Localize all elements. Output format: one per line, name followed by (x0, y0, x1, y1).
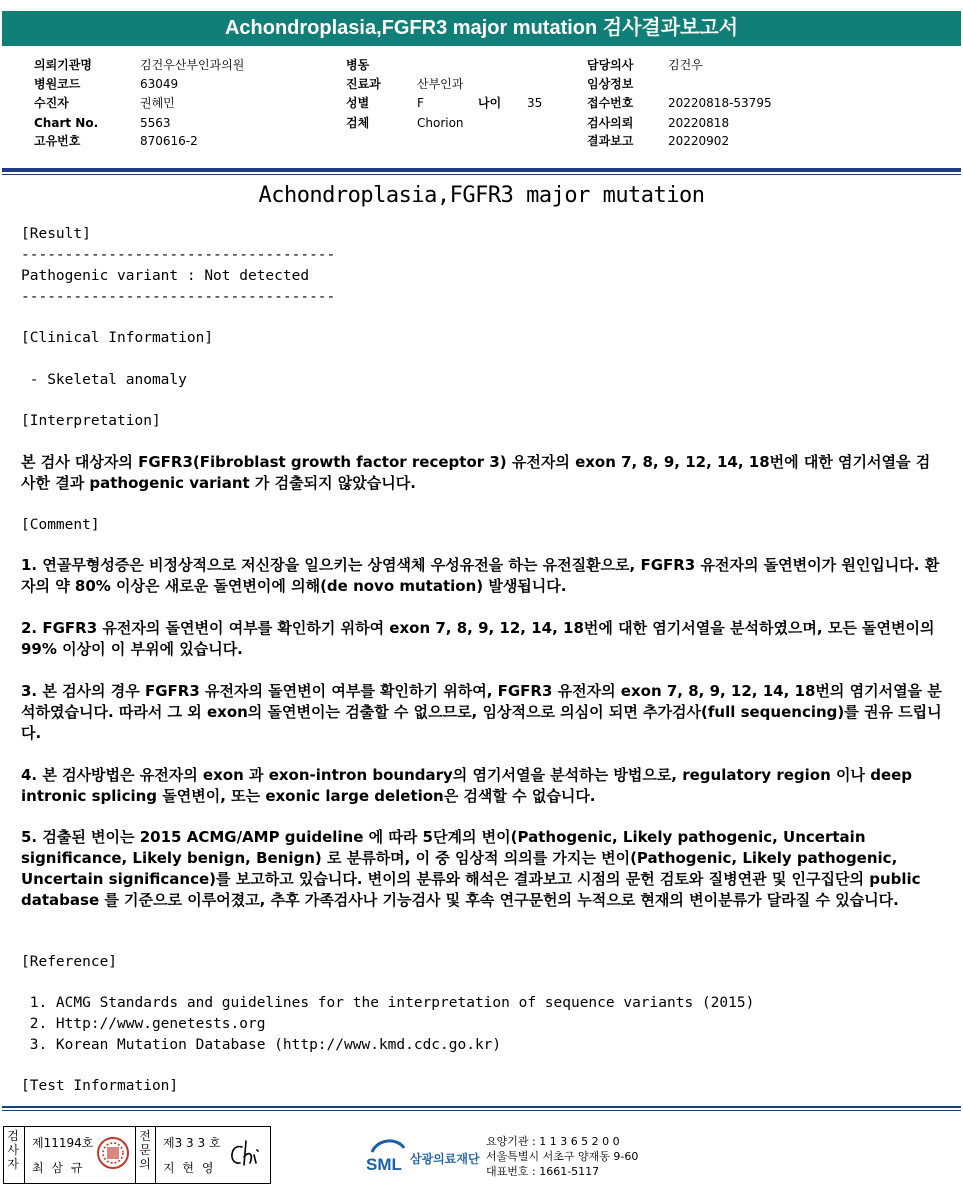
report-title: Achondroplasia,FGFR3 major mutation (258, 183, 705, 208)
specialist-vertical-label: 전 문 의 (139, 1129, 151, 1171)
reference-item-1: 1. ACMG Standards and guidelines for the interpretation of sequence variants (2015) (21, 995, 755, 1011)
value-patient: 권혜민 (140, 96, 175, 110)
value-requesting-institution: 김건우산부인과의원 (140, 58, 245, 72)
value-receipt-no: 20220818-53795 (668, 96, 772, 110)
comment-item-4: 4. 본 검사방법은 유전자의 exon 과 exon-intron boundary의 염기서열을 분석하는 방법으로, regulatory region 이나 deep intronic splicing 돌연변이, 또는 exonic large deletion은 검색할 수 없습니다. (21, 766, 913, 805)
value-request-date: 20220818 (668, 116, 730, 130)
value-sex: F (417, 96, 424, 110)
label-report-date: 결과보고 (587, 134, 634, 148)
value-specimen: Chorion (417, 116, 464, 130)
org-name: 삼광의료재단 (410, 1152, 480, 1166)
interpretation-heading: [Interpretation] (21, 413, 161, 429)
comment-item-2: 2. FGFR3 유전자의 돌연변이 여부를 확인하기 위하여 exon 7, 8, 9, 12, 14, 18번에 대한 염기서열을 분석하였으며, 모든 돌연변이의 99% 이상이 이 부위에 있습니다. (21, 619, 935, 658)
comment-heading: [Comment] (21, 517, 100, 533)
label-sex: 성별 (346, 96, 370, 110)
label-request-date: 검사의뢰 (587, 116, 634, 130)
inspector-name: 최 삼 규 (32, 1161, 85, 1175)
inspector-vertical-label: 검 사 자 (7, 1129, 19, 1171)
label-department: 진료과 (346, 77, 381, 91)
org-phone: 대표번호 : 1661-5117 (486, 1165, 600, 1178)
svg-text:SML: SML (366, 1155, 402, 1174)
label-clinical-info: 임상정보 (587, 77, 634, 91)
inspector-seal-icon (96, 1136, 130, 1170)
label-hospital-code: 병원코드 (34, 77, 81, 91)
specialist-license: 제3 3 3 호 (163, 1136, 221, 1150)
inspector-license: 제11194호 (32, 1136, 94, 1150)
label-requesting-institution: 의뢰기관명 (34, 58, 92, 72)
footer-divider-thin (2, 1110, 961, 1111)
label-patient: 수진자 (34, 96, 69, 110)
reference-item-2: 2. Http://www.genetests.org (21, 1016, 266, 1032)
result-heading: [Result] (21, 226, 91, 242)
comment-item-5: 5. 검출된 변이는 2015 ACMG/AMP guideline 에 따라 5단계의 변이(Pathogenic, Likely pathogenic, Uncertain significance, Likely benign, Benign) 로 분류하며, 이 중 임상적 의의를 가지는 변이(Pathogenic, Likely pathogenic, Uncertain significance)를 보고하고 있습니다. 변이의 분류와 해석은 결과보고 시점의 문헌 검토와 질병연관 및 인구집단의 public database 를 기준으로 이루어졌고, 추후 가족검사나 기능검사 및 후속 연구문헌의 누적으로 현재의 변이분류가 달라질 수 있습니다. (21, 828, 921, 909)
label-chart-no: Chart No. (34, 116, 99, 130)
result-dashes-top: ------------------------------------ (21, 247, 336, 263)
result-dashes-bottom: ------------------------------------ (21, 289, 336, 305)
label-specimen: 검체 (346, 116, 370, 130)
label-unique-id: 고유번호 (34, 134, 81, 148)
label-ward: 병동 (346, 58, 370, 72)
result-text: Pathogenic variant : Not detected (21, 268, 310, 284)
header-divider (2, 168, 961, 172)
reference-item-3: 3. Korean Mutation Database (http://www.kmd.cdc.go.kr) (21, 1037, 502, 1053)
specialist-signature-icon (224, 1133, 266, 1175)
reference-heading: [Reference] (21, 954, 118, 970)
value-report-date: 20220902 (668, 134, 730, 148)
label-doctor: 담당의사 (587, 58, 634, 72)
sml-logo-icon (366, 1136, 410, 1178)
institution-code: 요양기관 : 1 1 3 6 5 2 0 0 (486, 1135, 620, 1148)
label-age: 나이 (478, 96, 502, 110)
clinical-heading: [Clinical Information] (21, 330, 214, 346)
interpretation-text: 본 검사 대상자의 FGFR3(Fibroblast growth factor receptor 3) 유전자의 exon 7, 8, 9, 12, 14, 18번에 대한 염기서열을 검사한 결과 pathogenic variant 가 검출되지 않았습니다. (21, 453, 931, 492)
value-doctor: 김건우 (668, 58, 703, 72)
clinical-item: - Skeletal anomaly (21, 372, 187, 388)
header-divider-thin (2, 174, 961, 175)
specialist-name: 지 현 영 (163, 1161, 216, 1175)
test-info-heading: [Test Information] (21, 1078, 179, 1094)
comment-item-3: 3. 본 검사의 경우 FGFR3 유전자의 돌연변이 여부를 확인하기 위하여, FGFR3 유전자의 exon 7, 8, 9, 12, 14, 18번의 염기서열을 분석하였습니다. 따라서 그 외 exon의 돌연변이는 검출할 수 없으므로, 임상적으로 의심이 되면 추가검사(full sequencing)를 권유 드립니다. (21, 682, 942, 742)
label-receipt-no: 접수번호 (587, 96, 634, 110)
org-address: 서울특별시 서초구 양재동 9-60 (486, 1150, 639, 1163)
footer-divider (2, 1106, 961, 1108)
value-chart-no: 5563 (140, 116, 171, 130)
value-hospital-code: 63049 (140, 77, 179, 91)
value-department: 산부인과 (417, 77, 464, 91)
comment-item-1: 1. 연골무형성증은 비정상적으로 저신장을 일으키는 상염색체 우성유전을 하는 유전질환으로, FGFR3 유전자의 돌연변이가 원인입니다. 환자의 약 80% 이상은 새로운 돌연변이에 의해(de novo mutation) 발생됩니다. (21, 556, 940, 595)
value-unique-id: 870616-2 (140, 134, 198, 148)
signature-box (3, 1126, 271, 1184)
report-header-title: Achondroplasia,FGFR3 major mutation 검사결과보고서 (2, 11, 961, 46)
value-age: 35 (527, 96, 543, 110)
